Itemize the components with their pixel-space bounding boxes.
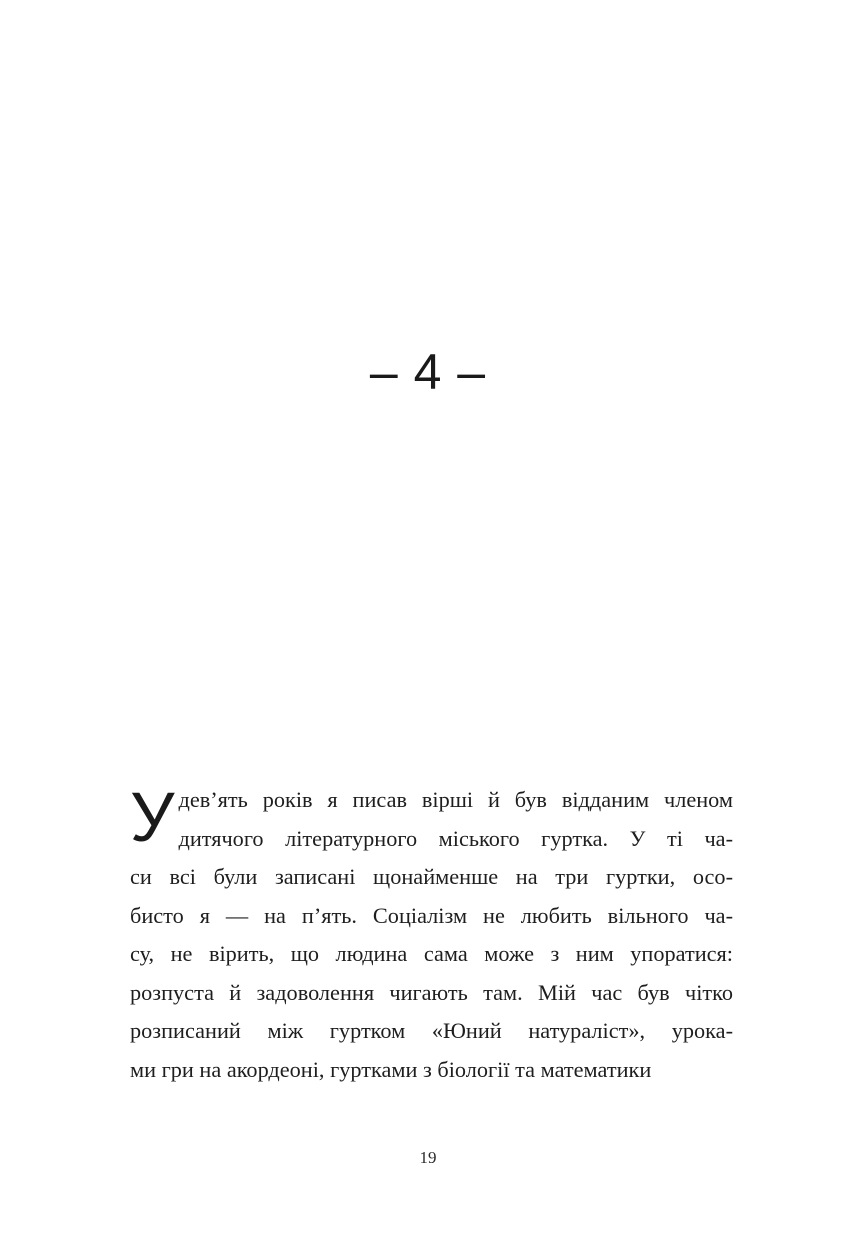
- paragraph-line: дитячого літературного міського гуртка. У ті ча-: [178, 825, 733, 851]
- paragraph-line: ми гри на акордеоні, гуртками з біології та математики: [130, 1056, 652, 1082]
- paragraph-line: розпуста й задоволення чигають там. Мій час був чітко: [130, 979, 733, 1005]
- page-number: 19: [419, 1148, 437, 1167]
- paragraph-line: си всі були записані щонайменше на три гуртки, осо-: [130, 864, 733, 889]
- paragraph-line: су, не вірить, що людина сама може з ним упоратися:: [130, 941, 733, 966]
- body-paragraph: [130, 778, 733, 1089]
- paragraph-line: розписаний між гуртком «Юний натураліст», урока-: [130, 1018, 733, 1043]
- drop-cap: У: [130, 778, 175, 856]
- paragraph-line: дев’ять років я писав вірші й був відданим членом: [178, 787, 733, 812]
- chapter-heading: – 4 –: [369, 344, 487, 400]
- paragraph-line: бисто я — на п’ять. Соціалізм не любить вільного ча-: [130, 902, 733, 928]
